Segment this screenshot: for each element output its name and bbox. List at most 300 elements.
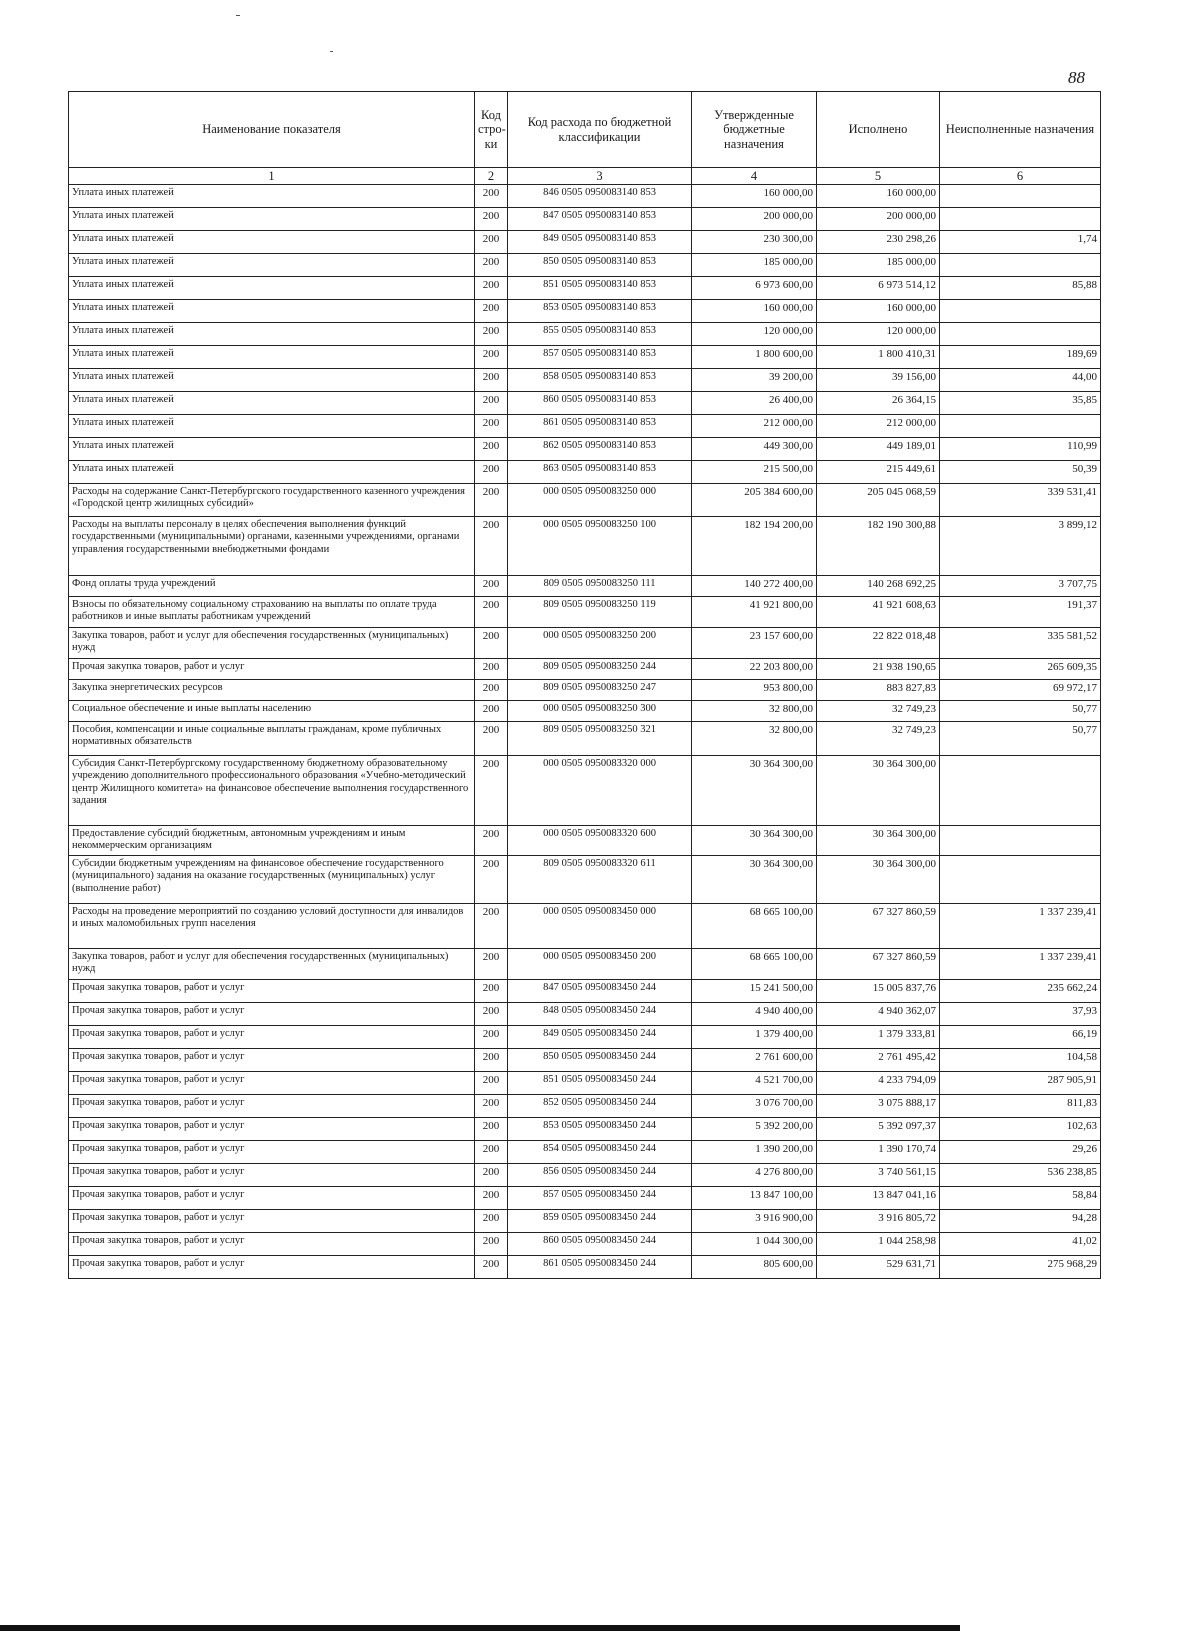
row-approved: 30 364 300,00 [692,856,817,904]
table-row [69,517,1101,576]
row-unexecuted [940,208,1101,231]
row-name: Уплата иных платежей [69,346,475,369]
table-body [69,185,1101,1279]
row-name: Уплата иных платежей [69,300,475,323]
row-approved: 4 276 800,00 [692,1164,817,1187]
row-unexecuted: 3 899,12 [940,517,1101,576]
row-unexecuted: 191,37 [940,597,1101,628]
row-expense-code: 847 0505 0950083140 853 [508,208,692,231]
table-row [69,904,1101,949]
row-unexecuted: 1,74 [940,231,1101,254]
row-unexecuted: 37,93 [940,1003,1101,1026]
table-row [69,415,1101,438]
row-line-code: 200 [475,231,508,254]
row-line-code: 200 [475,1256,508,1279]
row-approved: 953 800,00 [692,680,817,701]
table-row [69,1049,1101,1072]
row-approved: 1 379 400,00 [692,1026,817,1049]
row-line-code: 200 [475,300,508,323]
row-executed: 41 921 608,63 [817,597,940,628]
column-number: 5 [817,168,940,185]
row-line-code: 200 [475,415,508,438]
row-executed: 67 327 860,59 [817,904,940,949]
row-approved: 3 076 700,00 [692,1095,817,1118]
table-row [69,1256,1101,1279]
row-unexecuted: 50,77 [940,701,1101,722]
row-name: Пособия, компенсации и иные социальные выплаты гражданам, кроме публичных нормативных обязательств [69,722,475,756]
row-approved: 200 000,00 [692,208,817,231]
row-line-code: 200 [475,722,508,756]
row-expense-code: 861 0505 0950083140 853 [508,415,692,438]
table-row [69,659,1101,680]
column-number: 4 [692,168,817,185]
table-row [69,461,1101,484]
row-unexecuted: 189,69 [940,346,1101,369]
row-name: Расходы на содержание Санкт-Петербургского государственного казенного учреждения «Городской центр жилищных субсидий» [69,484,475,517]
row-executed: 1 379 333,81 [817,1026,940,1049]
row-line-code: 200 [475,346,508,369]
row-expense-code: 000 0505 0950083320 600 [508,826,692,856]
header-unexecuted: Неисполненные назначения [940,92,1101,168]
table-row [69,722,1101,756]
row-executed: 160 000,00 [817,185,940,208]
row-executed: 230 298,26 [817,231,940,254]
row-approved: 39 200,00 [692,369,817,392]
row-unexecuted: 811,83 [940,1095,1101,1118]
row-name: Прочая закупка товаров, работ и услуг [69,1118,475,1141]
row-name: Прочая закупка товаров, работ и услуг [69,1141,475,1164]
header-name: Наименование показателя [69,92,475,168]
row-name: Прочая закупка товаров, работ и услуг [69,1256,475,1279]
row-unexecuted [940,185,1101,208]
row-name: Уплата иных платежей [69,323,475,346]
row-executed: 182 190 300,88 [817,517,940,576]
header-expense-code: Код расхода по бюджетной классификации [508,92,692,168]
row-unexecuted: 66,19 [940,1026,1101,1049]
row-expense-code: 860 0505 0950083140 853 [508,392,692,415]
row-approved: 160 000,00 [692,185,817,208]
table-row [69,576,1101,597]
row-approved: 449 300,00 [692,438,817,461]
row-unexecuted: 50,77 [940,722,1101,756]
row-name: Уплата иных платежей [69,185,475,208]
row-unexecuted: 50,39 [940,461,1101,484]
row-executed: 2 761 495,42 [817,1049,940,1072]
row-unexecuted [940,856,1101,904]
column-number: 2 [475,168,508,185]
row-unexecuted: 69 972,17 [940,680,1101,701]
row-expense-code: 862 0505 0950083140 853 [508,438,692,461]
row-line-code: 200 [475,1072,508,1095]
row-executed: 160 000,00 [817,300,940,323]
row-executed: 185 000,00 [817,254,940,277]
row-name: Уплата иных платежей [69,231,475,254]
table-row [69,826,1101,856]
row-name: Прочая закупка товаров, работ и услуг [69,980,475,1003]
row-expense-code: 849 0505 0950083140 853 [508,231,692,254]
row-expense-code: 849 0505 0950083450 244 [508,1026,692,1049]
row-line-code: 200 [475,323,508,346]
row-executed: 5 392 097,37 [817,1118,940,1141]
row-approved: 805 600,00 [692,1256,817,1279]
row-name: Уплата иных платежей [69,369,475,392]
row-executed: 205 045 068,59 [817,484,940,517]
scan-speck [330,51,333,52]
row-unexecuted [940,415,1101,438]
row-name: Уплата иных платежей [69,461,475,484]
row-approved: 5 392 200,00 [692,1118,817,1141]
row-executed: 4 233 794,09 [817,1072,940,1095]
row-executed: 6 973 514,12 [817,277,940,300]
row-line-code: 200 [475,185,508,208]
row-expense-code: 857 0505 0950083450 244 [508,1187,692,1210]
table-row [69,392,1101,415]
row-line-code: 200 [475,1118,508,1141]
row-name: Прочая закупка товаров, работ и услуг [69,659,475,680]
row-line-code: 200 [475,576,508,597]
table-row [69,254,1101,277]
row-name: Предоставление субсидий бюджетным, автономным учреждениям и иным некоммерческим организациям [69,826,475,856]
row-unexecuted [940,323,1101,346]
column-number-row [69,168,1101,185]
row-approved: 4 521 700,00 [692,1072,817,1095]
row-line-code: 200 [475,208,508,231]
row-approved: 160 000,00 [692,300,817,323]
row-expense-code: 853 0505 0950083450 244 [508,1118,692,1141]
table-row [69,1118,1101,1141]
table-row [69,300,1101,323]
row-line-code: 200 [475,484,508,517]
row-name: Расходы на проведение мероприятий по созданию условий доступности для инвалидов и иных маломобильных групп населения [69,904,475,949]
row-line-code: 200 [475,1095,508,1118]
row-approved: 41 921 800,00 [692,597,817,628]
row-expense-code: 000 0505 0950083320 000 [508,756,692,826]
row-approved: 32 800,00 [692,722,817,756]
row-approved: 13 847 100,00 [692,1187,817,1210]
table-row [69,185,1101,208]
column-number: 3 [508,168,692,185]
table-row [69,1072,1101,1095]
row-expense-code: 852 0505 0950083450 244 [508,1095,692,1118]
row-approved: 22 203 800,00 [692,659,817,680]
row-name: Уплата иных платежей [69,438,475,461]
table-row [69,1210,1101,1233]
row-line-code: 200 [475,517,508,576]
row-approved: 32 800,00 [692,701,817,722]
row-expense-code: 809 0505 0950083250 111 [508,576,692,597]
row-line-code: 200 [475,254,508,277]
table-row [69,1141,1101,1164]
row-executed: 883 827,83 [817,680,940,701]
row-name: Уплата иных платежей [69,277,475,300]
row-unexecuted: 1 337 239,41 [940,949,1101,980]
table-row [69,484,1101,517]
column-number: 6 [940,168,1101,185]
row-name: Субсидии бюджетным учреждениям на финансовое обеспечение государственного (муниципального) задания на оказание государственных (муниципальных) услуг (выполнение работ) [69,856,475,904]
row-name: Прочая закупка товаров, работ и услуг [69,1210,475,1233]
row-name: Взносы по обязательному социальному страхованию на выплаты по оплате труда работников и иные выплаты работникам учреждений [69,597,475,628]
table-row [69,1233,1101,1256]
row-line-code: 200 [475,1187,508,1210]
row-expense-code: 857 0505 0950083140 853 [508,346,692,369]
row-expense-code: 000 0505 0950083250 200 [508,628,692,659]
row-line-code: 200 [475,1210,508,1233]
row-executed: 1 390 170,74 [817,1141,940,1164]
row-name: Уплата иных платежей [69,392,475,415]
row-expense-code: 855 0505 0950083140 853 [508,323,692,346]
row-unexecuted: 110,99 [940,438,1101,461]
row-unexecuted: 44,00 [940,369,1101,392]
row-executed: 39 156,00 [817,369,940,392]
row-line-code: 200 [475,756,508,826]
row-expense-code: 850 0505 0950083140 853 [508,254,692,277]
row-approved: 205 384 600,00 [692,484,817,517]
row-approved: 68 665 100,00 [692,949,817,980]
row-expense-code: 848 0505 0950083450 244 [508,1003,692,1026]
row-name: Уплата иных платежей [69,415,475,438]
row-expense-code: 854 0505 0950083450 244 [508,1141,692,1164]
row-line-code: 200 [475,949,508,980]
row-expense-code: 856 0505 0950083450 244 [508,1164,692,1187]
row-executed: 32 749,23 [817,722,940,756]
row-executed: 3 916 805,72 [817,1210,940,1233]
table-row [69,277,1101,300]
row-executed: 30 364 300,00 [817,826,940,856]
row-executed: 1 800 410,31 [817,346,940,369]
row-executed: 1 044 258,98 [817,1233,940,1256]
row-line-code: 200 [475,438,508,461]
row-executed: 4 940 362,07 [817,1003,940,1026]
row-approved: 4 940 400,00 [692,1003,817,1026]
row-unexecuted: 35,85 [940,392,1101,415]
row-expense-code: 809 0505 0950083250 247 [508,680,692,701]
row-unexecuted: 104,58 [940,1049,1101,1072]
row-name: Уплата иных платежей [69,254,475,277]
row-expense-code: 000 0505 0950083250 300 [508,701,692,722]
row-line-code: 200 [475,1026,508,1049]
table-row [69,1003,1101,1026]
row-name: Прочая закупка товаров, работ и услуг [69,1095,475,1118]
table-row [69,438,1101,461]
row-executed: 529 631,71 [817,1256,940,1279]
row-expense-code: 851 0505 0950083450 244 [508,1072,692,1095]
row-approved: 215 500,00 [692,461,817,484]
header-approved: Утвержденные бюджетные назначения [692,92,817,168]
header-executed: Исполнено [817,92,940,168]
row-unexecuted: 275 968,29 [940,1256,1101,1279]
row-expense-code: 850 0505 0950083450 244 [508,1049,692,1072]
row-unexecuted: 536 238,85 [940,1164,1101,1187]
row-name: Закупка энергетических ресурсов [69,680,475,701]
row-executed: 200 000,00 [817,208,940,231]
scan-edge-bar [0,1625,960,1631]
row-name: Прочая закупка товаров, работ и услуг [69,1026,475,1049]
row-line-code: 200 [475,980,508,1003]
row-unexecuted: 1 337 239,41 [940,904,1101,949]
table-row [69,346,1101,369]
row-executed: 3 075 888,17 [817,1095,940,1118]
row-expense-code: 851 0505 0950083140 853 [508,277,692,300]
page-number: 88 [1068,68,1085,87]
row-line-code: 200 [475,628,508,659]
row-executed: 30 364 300,00 [817,856,940,904]
row-line-code: 200 [475,1049,508,1072]
row-name: Закупка товаров, работ и услуг для обеспечения государственных (муниципальных) нужд [69,949,475,980]
row-expense-code: 846 0505 0950083140 853 [508,185,692,208]
row-name: Закупка товаров, работ и услуг для обеспечения государственных (муниципальных) нужд [69,628,475,659]
row-expense-code: 858 0505 0950083140 853 [508,369,692,392]
row-line-code: 200 [475,369,508,392]
row-line-code: 200 [475,1164,508,1187]
row-unexecuted [940,254,1101,277]
row-expense-code: 861 0505 0950083450 244 [508,1256,692,1279]
row-approved: 30 364 300,00 [692,756,817,826]
row-expense-code: 859 0505 0950083450 244 [508,1210,692,1233]
row-unexecuted [940,756,1101,826]
row-line-code: 200 [475,277,508,300]
table-row [69,323,1101,346]
row-expense-code: 000 0505 0950083450 200 [508,949,692,980]
row-approved: 1 800 600,00 [692,346,817,369]
row-approved: 1 390 200,00 [692,1141,817,1164]
row-expense-code: 000 0505 0950083450 000 [508,904,692,949]
row-line-code: 200 [475,826,508,856]
row-line-code: 200 [475,1233,508,1256]
row-unexecuted: 335 581,52 [940,628,1101,659]
row-executed: 140 268 692,25 [817,576,940,597]
row-approved: 1 044 300,00 [692,1233,817,1256]
row-unexecuted: 265 609,35 [940,659,1101,680]
row-unexecuted [940,300,1101,323]
row-name: Прочая закупка товаров, работ и услуг [69,1049,475,1072]
row-executed: 15 005 837,76 [817,980,940,1003]
row-approved: 6 973 600,00 [692,277,817,300]
row-unexecuted: 41,02 [940,1233,1101,1256]
row-unexecuted: 235 662,24 [940,980,1101,1003]
row-name: Расходы на выплаты персоналу в целях обеспечения выполнения функций государственными (муниципальными) органами, казенными учреждениями, органами управления государственными внебюджетными фондами [69,517,475,576]
row-executed: 3 740 561,15 [817,1164,940,1187]
budget-execution-table [68,91,1101,1279]
row-name: Фонд оплаты труда учреждений [69,576,475,597]
row-name: Прочая закупка товаров, работ и услуг [69,1233,475,1256]
row-unexecuted: 287 905,91 [940,1072,1101,1095]
row-name: Прочая закупка товаров, работ и услуг [69,1164,475,1187]
row-unexecuted: 58,84 [940,1187,1101,1210]
row-executed: 22 822 018,48 [817,628,940,659]
table-row [69,680,1101,701]
row-executed: 120 000,00 [817,323,940,346]
row-name: Прочая закупка товаров, работ и услуг [69,1072,475,1095]
row-approved: 26 400,00 [692,392,817,415]
row-name: Прочая закупка товаров, работ и услуг [69,1003,475,1026]
row-executed: 21 938 190,65 [817,659,940,680]
row-unexecuted: 3 707,75 [940,576,1101,597]
table-header-row [69,92,1101,168]
row-expense-code: 809 0505 0950083250 321 [508,722,692,756]
row-approved: 120 000,00 [692,323,817,346]
row-executed: 67 327 860,59 [817,949,940,980]
table-row [69,369,1101,392]
row-executed: 32 749,23 [817,701,940,722]
row-approved: 212 000,00 [692,415,817,438]
row-name: Субсидия Санкт-Петербургскому государственному бюджетному образовательному учреждению дополнительного профессионального образования «Учебно-методический центр Жилищного комитета» на финансовое обеспечение выполнения государственного задания [69,756,475,826]
row-approved: 140 272 400,00 [692,576,817,597]
row-unexecuted: 85,88 [940,277,1101,300]
row-expense-code: 853 0505 0950083140 853 [508,300,692,323]
row-approved: 68 665 100,00 [692,904,817,949]
row-line-code: 200 [475,659,508,680]
row-expense-code: 809 0505 0950083320 611 [508,856,692,904]
row-name: Социальное обеспечение и иные выплаты населению [69,701,475,722]
row-unexecuted: 29,26 [940,1141,1101,1164]
table-row [69,597,1101,628]
table-row [69,1026,1101,1049]
row-line-code: 200 [475,1141,508,1164]
table-row [69,949,1101,980]
row-executed: 449 189,01 [817,438,940,461]
row-expense-code: 863 0505 0950083140 853 [508,461,692,484]
table-row [69,1187,1101,1210]
row-unexecuted: 94,28 [940,1210,1101,1233]
row-name: Прочая закупка товаров, работ и услуг [69,1187,475,1210]
row-executed: 30 364 300,00 [817,756,940,826]
row-executed: 212 000,00 [817,415,940,438]
row-line-code: 200 [475,701,508,722]
table-row [69,208,1101,231]
table-row [69,628,1101,659]
scan-speck [236,15,240,16]
row-expense-code: 000 0505 0950083250 100 [508,517,692,576]
table-row [69,231,1101,254]
row-line-code: 200 [475,1003,508,1026]
row-line-code: 200 [475,461,508,484]
table-row [69,756,1101,826]
row-approved: 230 300,00 [692,231,817,254]
row-expense-code: 809 0505 0950083250 119 [508,597,692,628]
row-approved: 2 761 600,00 [692,1049,817,1072]
table-row [69,1164,1101,1187]
row-expense-code: 860 0505 0950083450 244 [508,1233,692,1256]
row-approved: 182 194 200,00 [692,517,817,576]
row-expense-code: 847 0505 0950083450 244 [508,980,692,1003]
row-line-code: 200 [475,904,508,949]
row-unexecuted: 339 531,41 [940,484,1101,517]
table-row [69,701,1101,722]
row-line-code: 200 [475,392,508,415]
row-approved: 30 364 300,00 [692,826,817,856]
row-name: Уплата иных платежей [69,208,475,231]
row-line-code: 200 [475,856,508,904]
row-unexecuted: 102,63 [940,1118,1101,1141]
row-executed: 215 449,61 [817,461,940,484]
row-expense-code: 809 0505 0950083250 244 [508,659,692,680]
header-line-code: Код стро-ки [475,92,508,168]
row-approved: 23 157 600,00 [692,628,817,659]
row-executed: 13 847 041,16 [817,1187,940,1210]
row-approved: 15 241 500,00 [692,980,817,1003]
column-number: 1 [69,168,475,185]
row-expense-code: 000 0505 0950083250 000 [508,484,692,517]
row-unexecuted [940,826,1101,856]
table-row [69,1095,1101,1118]
table-row [69,856,1101,904]
row-line-code: 200 [475,597,508,628]
table-row [69,980,1101,1003]
row-executed: 26 364,15 [817,392,940,415]
row-approved: 3 916 900,00 [692,1210,817,1233]
row-line-code: 200 [475,680,508,701]
row-approved: 185 000,00 [692,254,817,277]
